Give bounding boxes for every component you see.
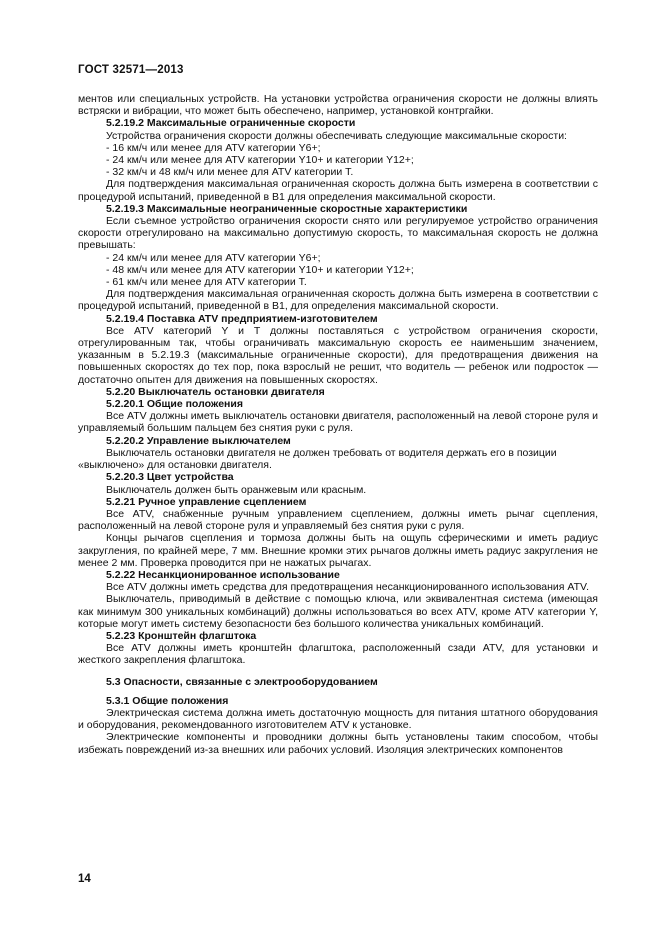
- list-item: - 61 км/ч или менее для ATV категории T.: [106, 276, 307, 289]
- paragraph: Выключатель, приводимый в действие с помощью ключа, или эквивалентная система (имеющая как минимум 300 уникальных комбинаций) должны использоваться во всех ATV, кроме ATV категории Y, которые могут иметь систему безопасности без большого количества уникальных комбинаций.: [78, 593, 598, 630]
- list-item: - 24 км/ч или менее для ATV категории Y6+;: [106, 251, 321, 264]
- paragraph: Электрические компоненты и проводники должны быть установлены таким способом, чтобы избежать повреждений из-за внешних или рабочих условий. Изоляция электрических компонентов: [78, 731, 598, 756]
- section-heading: 5.2.20.2 Управление выключателем: [106, 434, 291, 447]
- paragraph: Все ATV должны иметь выключатель остановки двигателя, расположенный на левой стороне руля и управляемый большим пальцем без снятия руки с руля.: [78, 410, 598, 435]
- paragraph: Выключатель должен быть оранжевым или красным.: [106, 483, 367, 496]
- paragraph: Все ATV, снабженные ручным управлением сцеплением, должны иметь рычаг сцепления, расположенный на левой стороне руля и управляемый без снятия руки с руля.: [78, 507, 598, 533]
- section-heading: 5.2.20.1 Общие положения: [106, 398, 243, 411]
- paragraph: Для подтверждения максимальная ограниченная скорость должна быть измерена в соответствии с процедурой испытаний, приведенной в В1, для определения максимальной скорости.: [78, 288, 598, 313]
- section-heading: 5.2.20 Выключатель остановки двигателя: [106, 385, 325, 398]
- paragraph: Все ATV должны иметь средства для предотвращения несанкционированного использования ATV.: [106, 581, 589, 594]
- paragraph: ментов или специальных устройств. На установки устройства ограничения скорости не должны влиять встряски и вибрации, что может быть обеспечено, например, установкой контргайки.: [78, 93, 598, 118]
- section-heading: 5.2.19.4 Поставка ATV предприятием-изготовителем: [106, 312, 378, 325]
- document-header: ГОСТ 32571—2013: [78, 64, 184, 76]
- section-heading: 5.2.20.3 Цвет устройства: [106, 471, 234, 484]
- section-heading: 5.2.19.2 Максимальные ограниченные скорости: [106, 117, 356, 130]
- list-item: - 16 км/ч или менее для ATV категории Y6+;: [106, 141, 321, 154]
- section-heading: 5.3.1 Общие положения: [106, 694, 229, 707]
- paragraph: Если съемное устройство ограничения скорости снято или регулируемое устройство ограничения скорости отрегулировано на максимально допустимую скорость, то максимальная скорость не должна превышать:: [78, 215, 598, 252]
- list-item: - 32 км/ч и 48 км/ч или менее для ATV категории T.: [106, 166, 354, 179]
- paragraph: Электрическая система должна иметь достаточную мощность для питания штатного оборудования и оборудования, рекомендованного изготовителем ATV к установке.: [78, 706, 598, 732]
- section-heading: 5.2.23 Кронштейн флагштока: [106, 629, 257, 642]
- section-heading: 5.2.19.3 Максимальные неограниченные скоростные характеристики: [106, 202, 468, 215]
- paragraph: «выключено» для остановки двигателя.: [78, 459, 272, 472]
- page-number: 14: [78, 873, 91, 885]
- list-item: - 24 км/ч или менее для ATV категории Y10+ и категории Y12+;: [106, 154, 414, 167]
- paragraph: Все ATV должны иметь кронштейн флагштока, расположенный сзади ATV, для установки и жесткого закрепления флагштока.: [78, 642, 598, 667]
- paragraph: Устройства ограничения скорости должны обеспечивать следующие максимальные скорости:: [106, 129, 567, 142]
- list-item: - 48 км/ч или менее для ATV категории Y10+ и категории Y12+;: [106, 263, 414, 276]
- paragraph: Все ATV категорий Y и T должны поставляться с устройством ограничения скорости, отрегулированным так, чтобы ограничивать максимальную скорость ее наименьшим значением, указанным в 5.2.19.3 (максимальные ограниченные скорости), для предотвращения движения на повышенных скоростях до тех пор, пока взрослый не решит, что водитель — ребенок или подросток — достаточно опытен для движения на повышенных скоростях.: [78, 324, 598, 386]
- section-heading: 5.3 Опасности, связанные с электрооборудованием: [106, 675, 378, 688]
- section-heading: 5.2.22 Несанкционированное использование: [106, 568, 340, 581]
- document-body: [78, 93, 598, 756]
- paragraph: Выключатель остановки двигателя не должен требовать от водителя держать его в позиции: [106, 446, 557, 459]
- paragraph: Концы рычагов сцепления и тормоза должны быть на ощупь сферическими и иметь радиус закругления, по крайней мере, 7 мм. Внешние кромки этих рычагов должны иметь радиус закругления не менее 2 мм. Проверка проводится при не нажатых рычагах.: [78, 532, 598, 569]
- section-heading: 5.2.21 Ручное управление сцеплением: [106, 495, 307, 508]
- paragraph: Для подтверждения максимальная ограниченная скорость должна быть измерена в соответствии с процедурой испытаний, приведенной в В1 для определения максимальной скорости.: [78, 178, 598, 203]
